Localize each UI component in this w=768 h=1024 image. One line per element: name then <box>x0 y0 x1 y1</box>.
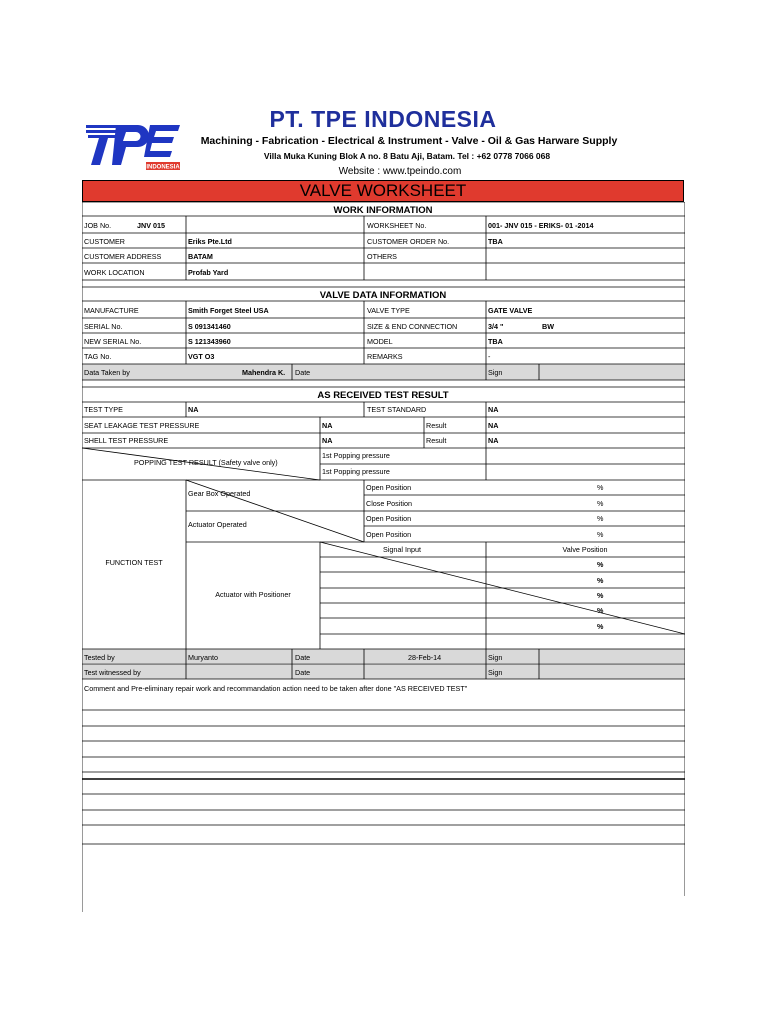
percent-7: % <box>597 591 604 600</box>
new-serial-value: S 121343960 <box>188 337 231 346</box>
worksheet-no-value: 001- JNV 015 - ERIKS- 01 -2014 <box>488 221 594 230</box>
seat-result-label: Result <box>426 421 447 430</box>
work-information-heading: WORK INFORMATION <box>333 205 433 216</box>
test-type-label: TEST TYPE <box>84 405 123 414</box>
job-no-label: JOB No. <box>84 221 112 230</box>
model-label: MODEL <box>367 337 393 346</box>
percent-6: % <box>597 576 604 585</box>
new-serial-label: NEW SERIAL No. <box>84 337 142 346</box>
end-connection-value: BW <box>542 322 554 331</box>
customer-order-value: TBA <box>488 237 503 246</box>
positioner-label: Actuator with Positioner <box>215 590 291 599</box>
witnessed-date-label: Date <box>295 668 311 677</box>
shell-result-value: NA <box>488 436 499 445</box>
serial-value: S 091341460 <box>188 322 231 331</box>
actuator-open-position: Open Position <box>366 514 412 523</box>
percent-3: % <box>597 514 604 523</box>
shell-label: SHELL TEST PRESSURE <box>84 436 169 445</box>
function-test-label: FUNCTION TEST <box>105 558 163 567</box>
worksheet-title: VALVE WORKSHEET <box>82 180 684 202</box>
percent-8: % <box>597 606 604 615</box>
remarks-value: - <box>488 352 491 361</box>
test-standard-label: TEST STANDARD <box>367 405 427 414</box>
customer-label: CUSTOMER <box>84 237 125 246</box>
data-taken-date-label: Date <box>295 368 311 377</box>
gear-box-label: Gear Box Operated <box>188 489 251 498</box>
company-name: PT. TPE INDONESIA <box>269 106 497 132</box>
valve-position-label: Valve Position <box>562 545 608 554</box>
gear-open-position: Open Position <box>366 483 412 492</box>
company-tagline: Machining - Fabrication - Electrical & Instrument - Valve - Oil & Gas Harware Supply <box>200 135 618 147</box>
popping-pressure-2: 1st Popping pressure <box>322 467 390 476</box>
tag-label: TAG No. <box>84 352 112 361</box>
data-taken-label: Data Taken by <box>84 368 130 377</box>
data-taken-sign-label: Sign <box>488 368 503 377</box>
seat-leakage-label: SEAT LEAKAGE TEST PRESSURE <box>84 421 200 430</box>
logo-subtext: INDONESIA <box>146 164 180 171</box>
size-value: 3/4 " <box>488 322 504 331</box>
size-label: SIZE & END CONNECTION <box>367 322 458 331</box>
remarks-label: REMARKS <box>367 352 403 361</box>
shell-value: NA <box>322 436 333 445</box>
percent-2: % <box>597 499 604 508</box>
tpe-logo <box>86 121 181 173</box>
tested-sign-label: Sign <box>488 653 503 662</box>
model-value: TBA <box>488 337 503 346</box>
data-taken-value: Mahendra K. <box>242 368 286 377</box>
tested-date-label: Date <box>295 653 311 662</box>
percent-4: % <box>597 530 604 539</box>
serial-label: SERIAL No. <box>84 322 123 331</box>
valve-type-label: VALVE TYPE <box>367 306 410 315</box>
test-standard-value: NA <box>488 405 499 414</box>
job-no-value: JNV 015 <box>137 221 165 230</box>
manufacture-value: Smith Forget Steel USA <box>188 306 269 315</box>
company-address: Villa Muka Kuning Blok A no. 8 Batu Aji, Batam. Tel : +62 0778 7066 068 <box>263 151 551 161</box>
others-label: OTHERS <box>367 252 397 261</box>
comment-text: Comment and Pre-eliminary repair work and recommandation action need to be taken after done "AS RECEIVED TEST" <box>84 684 468 693</box>
valve-data-heading: VALVE DATA INFORMATION <box>319 290 447 301</box>
customer-address-value: BATAM <box>188 252 213 261</box>
popping-test-label: POPPING TEST RESULT (Safety valve only) <box>134 458 278 467</box>
percent-9: % <box>597 622 604 631</box>
seat-leakage-value: NA <box>322 421 333 430</box>
witnessed-label: Test witnessed by <box>84 668 141 677</box>
tested-by-label: Tested by <box>84 653 115 662</box>
shell-result-label: Result <box>426 436 447 445</box>
gear-close-position: Close Position <box>366 499 412 508</box>
customer-order-label: CUSTOMER ORDER No. <box>367 237 450 246</box>
test-type-value: NA <box>188 405 199 414</box>
work-location-value: Profab Yard <box>188 268 229 277</box>
tested-by-value: Muryanto <box>188 653 218 662</box>
as-received-heading: AS RECEIVED TEST RESULT <box>317 390 449 401</box>
valve-worksheet-form <box>82 202 685 912</box>
witnessed-sign-label: Sign <box>488 668 503 677</box>
valve-type-value: GATE VALVE <box>488 306 533 315</box>
tag-value: VGT O3 <box>188 352 215 361</box>
manufacture-label: MANUFACTURE <box>84 306 139 315</box>
seat-result-value: NA <box>488 421 499 430</box>
signal-input-label: Signal Input <box>383 545 421 554</box>
worksheet-no-label: WORKSHEET No. <box>367 221 427 230</box>
popping-pressure-1: 1st Popping pressure <box>322 451 390 460</box>
customer-address-label: CUSTOMER ADDRESS <box>84 252 162 261</box>
company-website: Website : www.tpeindo.com <box>338 166 462 177</box>
percent-5: % <box>597 560 604 569</box>
percent-1: % <box>597 483 604 492</box>
work-location-label: WORK LOCATION <box>84 268 145 277</box>
customer-value: Eriks Pte.Ltd <box>188 237 232 246</box>
tested-date-value: 28-Feb-14 <box>408 653 442 662</box>
actuator-operated-label: Actuator Operated <box>188 520 247 529</box>
actuator-open-position-2: Open Position <box>366 530 412 539</box>
